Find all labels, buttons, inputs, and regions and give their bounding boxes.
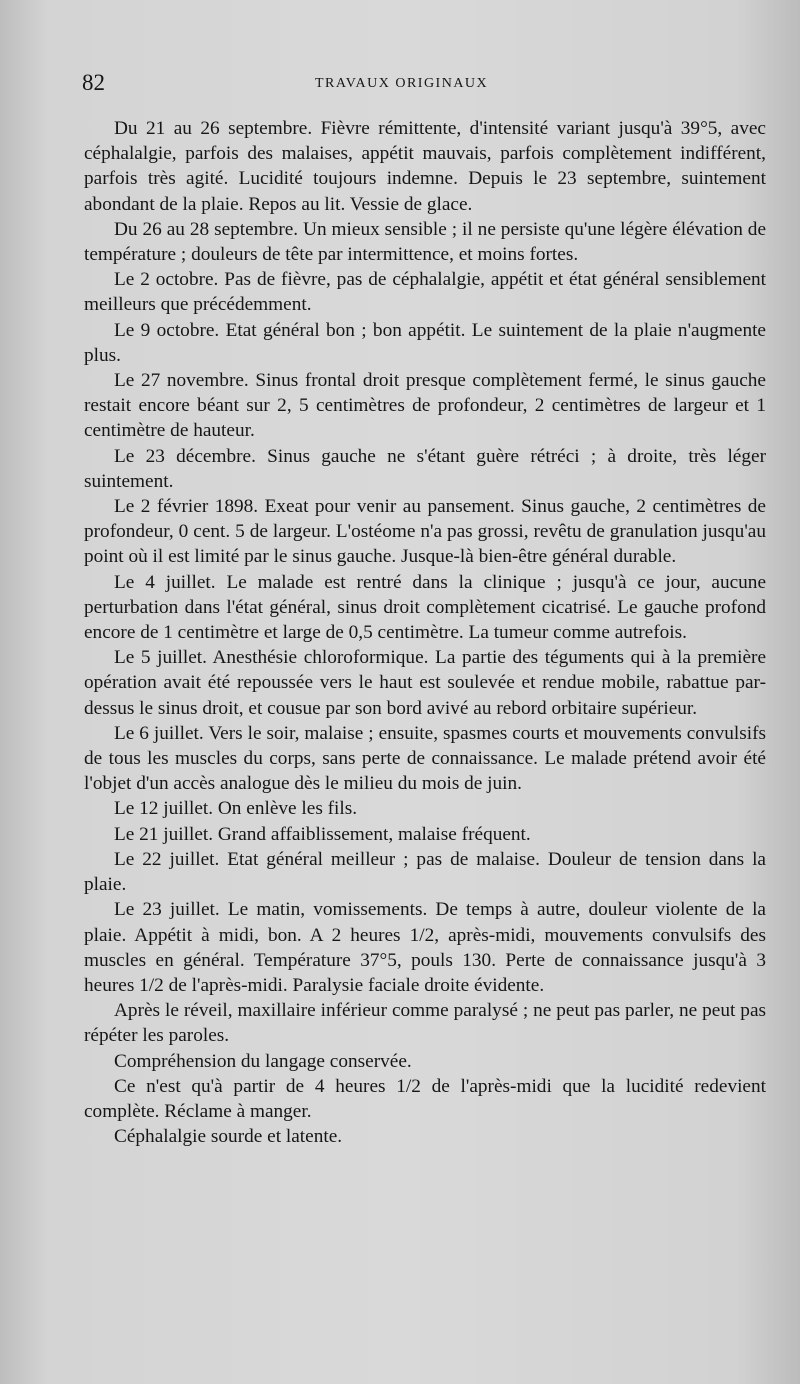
paragraph: Le 4 juillet. Le malade est rentré dans la clinique ; jusqu'à ce jour, aucune perturbation dans l'état général, sinus droit complètement cicatrisé. Le gauche profond encore de 1 centimètre et large de 0,5 centimètre. La tumeur comme autrefois. (84, 571, 766, 644)
paragraph: Après le réveil, maxillaire inférieur comme paralysé ; ne peut pas parler, ne peut pas répéter les paroles. (84, 1000, 766, 1047)
paragraph: Le 5 juillet. Anesthésie chloroformique. La partie des téguments qui à la première opération avait été repoussée vers le haut est soulevée et rendue mobile, rabattue par-dessus le sinus droit, et cousue par son bord avivé au rebord orbitaire supérieur. (84, 647, 766, 719)
paragraph: Le 27 novembre. Sinus frontal droit presque complètement fermé, le sinus gauche restait encore béant sur 2, 5 centimètres de profondeur, 2 centimètres de largeur et 1 centimètre de hauteur. (84, 370, 766, 442)
paragraph: Le 22 juillet. Etat général meilleur ; pas de malaise. Douleur de tension dans la plaie. (84, 848, 766, 896)
body-text (84, 116, 766, 1149)
paragraph: Ce n'est qu'à partir de 4 heures 1/2 de l'après-midi que la lucidité redevient complète. Réclame à manger. (84, 1075, 766, 1122)
page-number: 82 (82, 70, 105, 95)
paragraph: Le 2 octobre. Pas de fièvre, pas de céphalalgie, appétit et état général sensiblement meilleurs que précédemment. (84, 269, 766, 316)
paragraph: Le 23 décembre. Sinus gauche ne s'étant guère rétréci ; à droite, très léger suintement. (84, 445, 766, 492)
paragraph: Du 26 au 28 septembre. Un mieux sensible ; il ne persiste qu'une légère élévation de température ; douleurs de tête par intermittence, et moins fortes. (84, 218, 766, 266)
paragraph: Compréhension du langage conservée. (114, 1050, 412, 1072)
paragraph: Le 12 juillet. On enlève les fils. (114, 798, 358, 820)
paragraph: Le 2 février 1898. Exeat pour venir au pansement. Sinus gauche, 2 centimètres de profondeur, 0 cent. 5 de largeur. L'ostéome n'a pas grossi, revêtu de granulation jusqu'au point où il est limité par le sinus gauche. Jusque-là bien-être général durable. (84, 496, 766, 568)
paragraph: Céphalalgie sourde et latente. (114, 1126, 343, 1148)
paragraph: Le 21 juillet. Grand affaiblissement, malaise fréquent. (114, 823, 531, 845)
paragraph: Le 6 juillet. Vers le soir, malaise ; ensuite, spasmes courts et mouvements convulsifs de tous les muscles du corps, sans perte de connaissance. Le malade prétend avoir été l'objet d'un accès analogue dès le milieu du mois de juin. (84, 722, 766, 795)
page-header (82, 70, 760, 100)
paragraph: Le 23 juillet. Le matin, vomissements. De temps à autre, douleur violente de la plaie. Appétit à midi, bon. A 2 heures 1/2, après-midi, mouvements convulsifs des muscles en général. Température 37°5, pouls 130. Perte de connaissance jusqu'à 3 heures 1/2 de l'après-midi. Paralysie faciale droite évidente. (84, 899, 766, 996)
paragraph: Le 9 octobre. Etat général bon ; bon appétit. Le suintement de la plaie n'augmente plus. (84, 319, 766, 366)
running-title: TRAVAUX ORIGINAUX (315, 76, 489, 91)
paragraph: Du 21 au 26 septembre. Fièvre rémittente, d'intensité variant jusqu'à 39°5, avec céphalalgie, parfois des malaises, appétit mauvais, parfois complètement indifférent, parfois très agité. Lucidité toujours indemne. Depuis le 23 septembre, suintement abondant de la plaie. Repos au lit. Vessie de glace. (84, 118, 766, 215)
